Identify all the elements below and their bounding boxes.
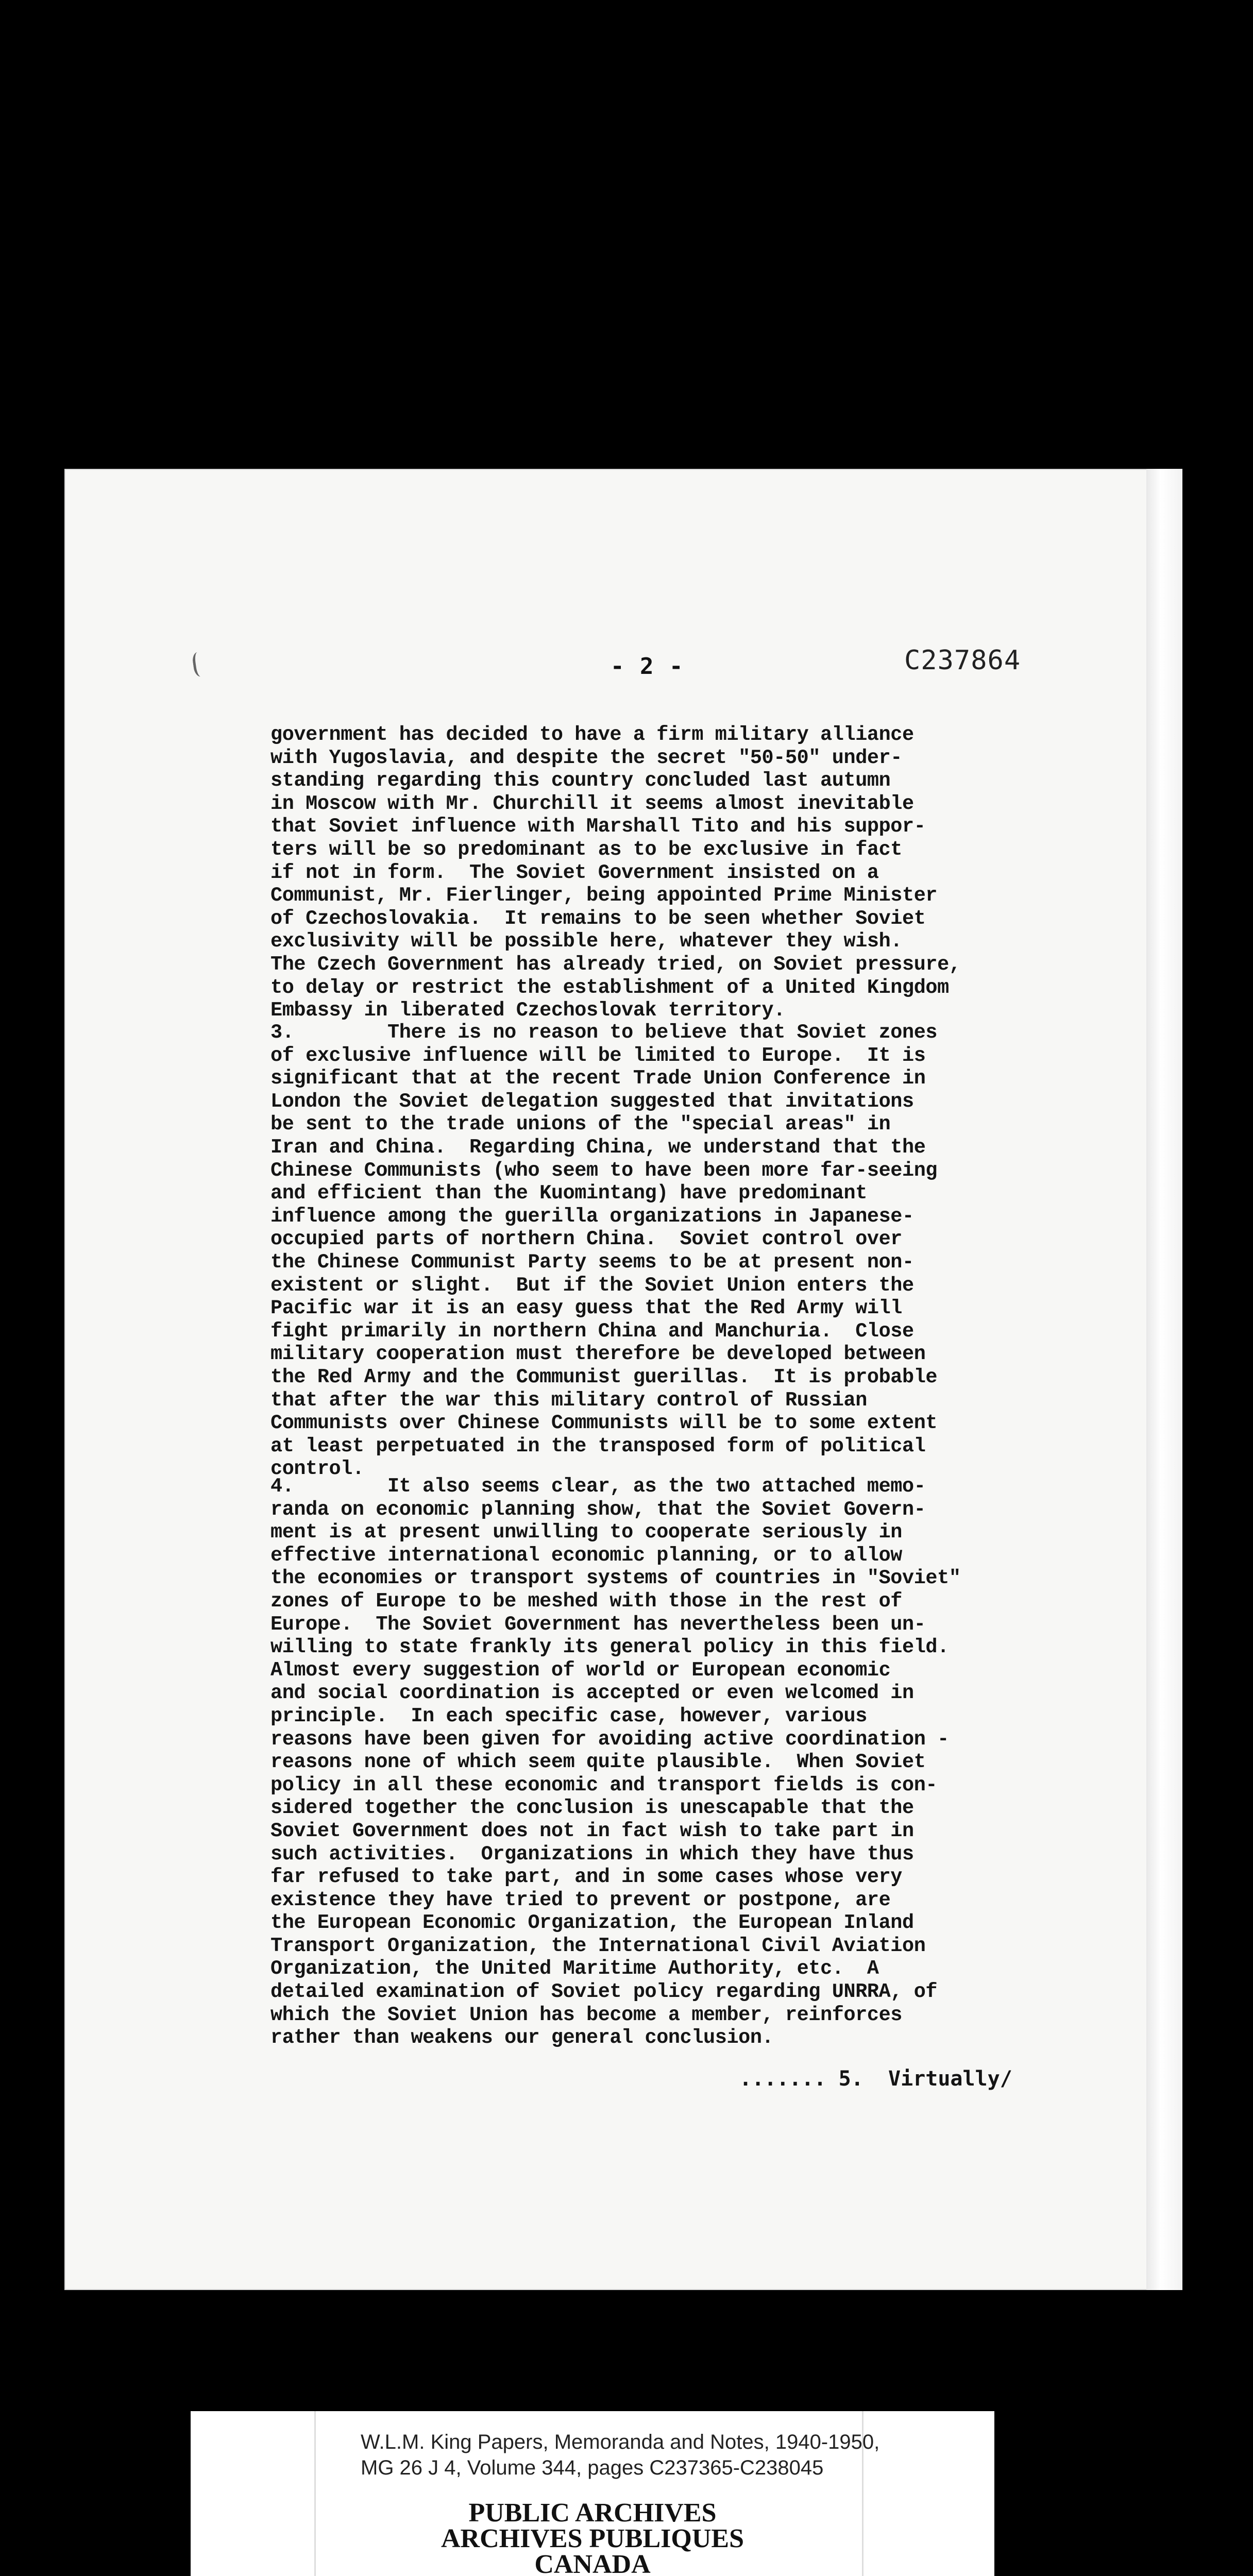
page-number: - 2 - — [611, 653, 684, 680]
archive-label-card — [191, 2411, 994, 2576]
paragraph-3: 3. There is no reason to believe that Soviet zones of exclusive influence will be limited to Europe. It is significant that at the recent Trade Union Conference in London the Soviet delegation suggested that invitations be sent to the trade unions of the "special areas" in Iran and China. Regarding China, we understand that the Chinese Communists (who seem to have been more far-seeing and efficient than the Kuomintang) have predominant influence among the guerilla organizations in Japanese- occupied parts of northern China. Soviet control over the Chinese Communist Party seems to be at present non- existent or slight. But if the Soviet Union enters the Pacific war it is an easy guess that the Red Army will fight primarily in northern China and Manchuria. Close military cooperation must therefore be developed between the Red Army and the Communist guerillas. It is probable that after the war this military control of Russian Communists over Chinese Communists will be to some extent at least perpetuated in the transposed form of political control. — [270, 1021, 938, 1481]
collection-line-1: W.L.M. King Papers, Memoranda and Notes, 1940-1950, — [361, 2431, 880, 2453]
archive-country: CANADA — [534, 2550, 651, 2576]
collection-line-2: MG 26 J 4, Volume 344, pages C237365-C238045 — [361, 2456, 824, 2479]
document-page — [64, 469, 1182, 2290]
archive-name-en: PUBLIC ARCHIVES — [468, 2498, 717, 2528]
document-code-stamp: C237864 — [904, 645, 1021, 676]
continuation-line: ....... 5. Virtually/ — [739, 2067, 1012, 2091]
margin-mark — [192, 651, 210, 677]
page-edge — [1146, 469, 1182, 2290]
archive-name-fr: ARCHIVES PUBLIQUES — [441, 2524, 744, 2553]
paragraph-4: 4. It also seems clear, as the two attached memo- randa on economic planning show, that the Soviet Govern- ment is at present unwilling to cooperate seriously in effective international economic planning, or to allow the economies or transport systems of countries in "Soviet" zones of Europe to be meshed with those in the rest of Europe. The Soviet Government has nevertheless been un- willing to state frankly its general policy in this field. Almost every suggestion of world or European economic and social coordination is accepted or even welcomed in principle. In each specific case, however, various reasons have been given for avoiding active coordination - reasons none of which seem quite plausible. When Soviet policy in all these economic and transport fields is con- sidered together the conclusion is unescapable that the Soviet Government does not in fact wish to take part in such activities. Organizations in which they have thus far refused to take part, and in some cases whose very existence they have tried to prevent or postpone, are the European Economic Organization, the European Inland Transport Organization, the International Civil Aviation Organization, the United Maritime Authority, etc. A detailed examination of Soviet policy regarding UNRRA, of which the Soviet Union has become a member, reinforces rather than weakens our general conclusion. — [270, 1475, 961, 2049]
paragraph: government has decided to have a firm military alliance with Yugoslavia, and despite the secret "50-50" under- standing regarding this country concluded last autumn in Moscow with Mr. Churchill it seems almost inevitable that Soviet influence with Marshall Tito and his suppor- ters will be so predominant as to be exclusive in fact if not in form. The Soviet Government insisted on a Communist, Mr. Fierlinger, being appointed Prime Minister of Czechoslovakia. It remains to be seen whether Soviet exclusivity will be possible here, whatever they wish. The Czech Government has already tried, on Soviet pressure, to delay or restrict the establishment of a United Kingdom Embassy in liberated Czechoslovak territory. — [270, 723, 961, 1022]
